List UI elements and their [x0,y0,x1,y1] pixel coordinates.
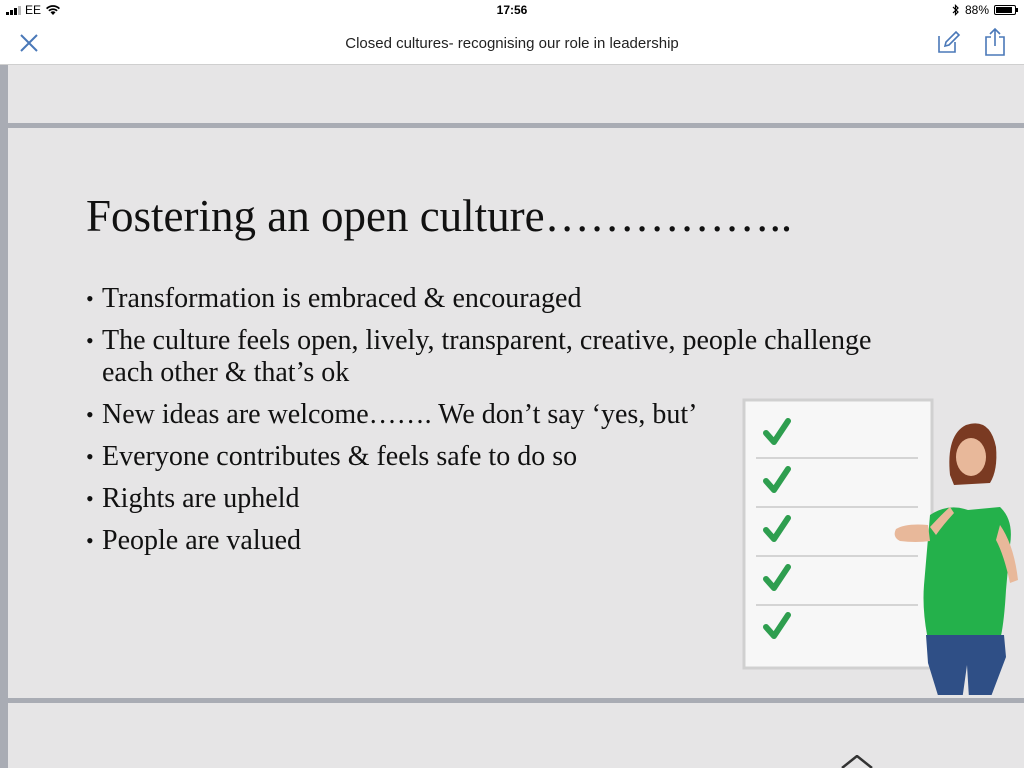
bullet-item: • The culture feels open, lively, transparent, creative, people challenge each other & that’s ok [86,325,922,389]
slide-bottom-divider [8,698,1024,703]
document-title: Closed cultures- recognising our role in leadership [345,35,679,52]
nav-bar [0,22,1024,65]
battery-percent: 88% [964,3,989,17]
status-bar [0,0,1024,22]
slide-title: Fostering an open culture…………….. [86,191,793,241]
bullet-item: • Transformation is embraced & encouraged [86,283,936,315]
slide-viewer[interactable] [0,65,1024,768]
battery-icon [994,5,1016,15]
slide-top-divider [8,123,1024,128]
share-icon [982,26,1008,58]
bluetooth-icon [952,4,960,16]
status-right [952,3,1016,17]
page-edge [0,65,8,768]
edit-button[interactable] [934,28,962,56]
bullet-item: • New ideas are welcome……. We don’t say ‘yes, but’ [86,399,936,431]
bullet-item: • People are valued [86,525,936,557]
home-indicator-icon [840,755,874,768]
bullet-item: • Rights are upheld [86,483,936,515]
checklist-illustration [738,395,1024,695]
carrier-label: EE [25,3,42,17]
status-time: 17:56 [496,3,528,17]
bullet-item: • Everyone contributes & feels safe to do so [86,441,936,473]
edit-icon [934,28,962,56]
share-button[interactable] [982,26,1008,58]
